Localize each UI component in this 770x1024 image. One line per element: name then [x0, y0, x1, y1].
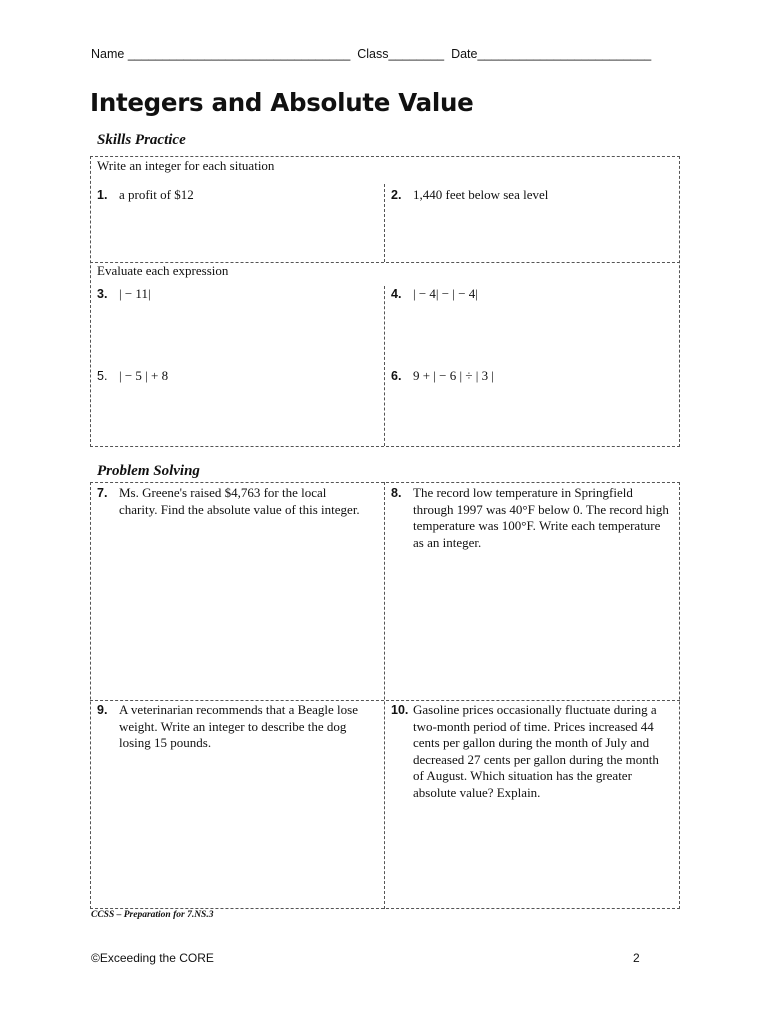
skills-column-divider-bottom — [384, 286, 385, 446]
ccss-footnote: CCSS – Preparation for 7.NS.3 — [91, 910, 214, 920]
problem-9 — [97, 702, 369, 752]
skills-column-divider-top — [384, 184, 385, 262]
problem-number: 9. — [97, 703, 108, 717]
problem-number: 3. — [97, 287, 108, 301]
page-title: Integers and Absolute Value — [90, 88, 474, 117]
skills-practice-heading: Skills Practice — [97, 132, 186, 148]
problem-solving-column-divider — [384, 482, 385, 909]
problem-6 — [391, 368, 671, 385]
problem-7 — [97, 485, 362, 518]
problem-text: The record low temperature in Springfield through 1997 was 40°F below 0. The record high temperature was 100°F. Write each temperature as an integer. — [413, 485, 669, 550]
problem-text: a profit of $12 — [119, 187, 194, 202]
problem-number: 7. — [97, 486, 108, 500]
problem-2 — [391, 187, 671, 204]
problem-text: 9 + | − 6 | ÷ | 3 | — [413, 368, 494, 383]
problem-text: Ms. Greene's raised $4,763 for the local charity. Find the absolute value of this integer. — [119, 485, 360, 517]
problem-number: 6. — [391, 369, 402, 383]
problem-text: Gasoline prices occasionally fluctuate during a two-month period of time. Prices increased 44 cents per gallon during the month of July and decreased 27 cents per gallon during the month of August. Which situation has the greater absolute value? Explain. — [413, 702, 659, 800]
problem-solving-heading: Problem Solving — [97, 463, 200, 479]
date-field[interactable]: Date_________________________ — [451, 47, 652, 61]
problem-text: | − 5 | + 8 — [119, 368, 169, 383]
problem-text: 1,440 feet below sea level — [413, 187, 549, 202]
instruction-write-integer: Write an integer for each situation — [97, 158, 275, 173]
name-field[interactable]: Name ________________________________ — [91, 47, 351, 61]
problem-text: | − 11| — [119, 286, 151, 301]
problem-solving-divider — [90, 700, 680, 701]
problem-number: 5. — [97, 369, 108, 383]
problem-10 — [391, 702, 671, 802]
problem-text: | − 4| − | − 4| — [413, 286, 478, 301]
problem-8 — [391, 485, 671, 551]
problem-4 — [391, 286, 671, 303]
class-field[interactable]: Class________ — [357, 47, 445, 61]
problem-number: 4. — [391, 287, 402, 301]
name-class-date-line — [91, 47, 651, 61]
problem-number: 1. — [97, 188, 108, 202]
problem-1 — [97, 187, 377, 204]
copyright-text: ©Exceeding the CORE — [91, 951, 214, 965]
instruction-evaluate: Evaluate each expression — [97, 263, 229, 278]
problem-text: A veterinarian recommends that a Beagle lose weight. Write an integer to describe the dog losing 15 pounds. — [119, 702, 358, 751]
problem-3 — [97, 286, 377, 303]
problem-number: 8. — [391, 486, 402, 500]
problem-number: 2. — [391, 188, 402, 202]
problem-number: 10. — [391, 703, 409, 717]
page-number: 2 — [633, 951, 640, 965]
problem-5 — [97, 368, 377, 385]
